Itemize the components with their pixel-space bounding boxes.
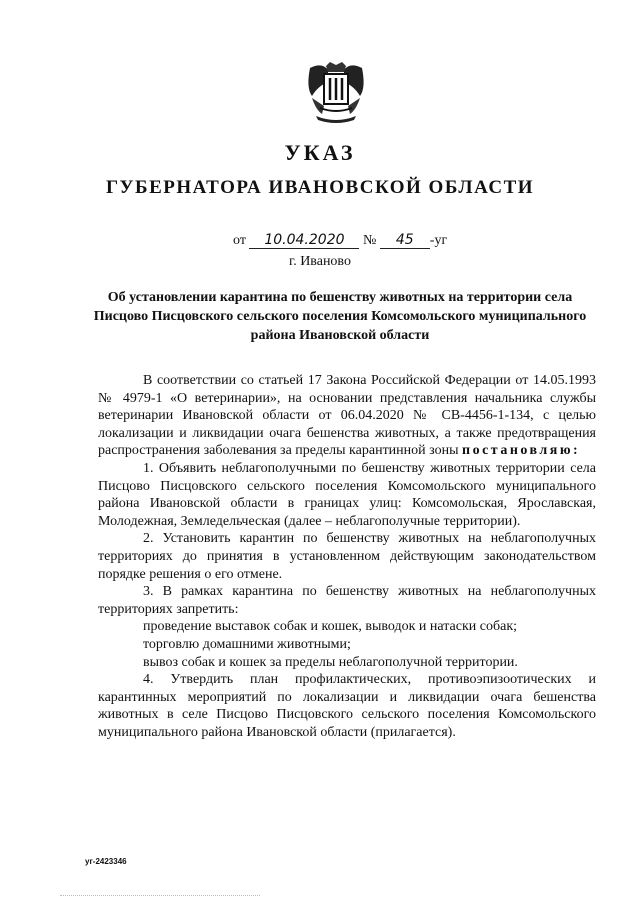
item-3-c: вывоз собак и кошек за пределы неблагополучной территории. xyxy=(143,654,518,670)
item-3-a: проведение выставок собак и кошек, выводок и натаски собак; xyxy=(143,619,518,635)
item-2: 2. Установить карантин по бешенству животных на неблагополучных территориях до принятия в установленном действующим законодательством порядке решения о его отмене. xyxy=(98,531,596,582)
number-label: № xyxy=(362,233,377,248)
document-type-title: УКАЗ xyxy=(284,140,356,165)
decree-word: постановляю: xyxy=(462,443,581,459)
item-3: 3. В рамках карантина по бешенству животных на неблагополучных территориях запретить: xyxy=(98,584,596,617)
intro-text: В соответствии со статьей 17 Закона Российской Федерации от 14.05.1993 № 4979-1 «О ветеринарии», на основании представления начальника службы ветеринарии Ивановской области от 06.04.2020 № СВ-4456-1-134, с целью локализации и ликвидации очага бешенства животных, а также предотвращения распространения заболевания за пределы карантинной зоны xyxy=(98,373,596,459)
item-1: 1. Объявить неблагополучными по бешенству животных территории села Писцово Писцовского сельского поселения Комсомольского муниципального района Ивановской области в границах улиц: Комсомольская, Ярославская, Молодежная, Земледельческая (далее – неблагополучные территории). xyxy=(98,460,596,529)
item-3-b: торговлю домашними животными; xyxy=(143,636,351,652)
issuer-title: ГУБЕРНАТОРА ИВАНОВСКОЙ ОБЛАСТИ xyxy=(105,177,535,198)
date-number-line xyxy=(233,232,447,249)
from-label: от xyxy=(233,233,246,248)
decree-number: 45 xyxy=(380,232,430,249)
decree-date: 10.04.2020 xyxy=(249,232,359,249)
coat-of-arms-icon xyxy=(302,60,370,126)
decree-subject: Об установлении карантина по бешенству животных на территории села Писцово Писцовского сельского поселения Комсомольского муниципального района Ивановской области xyxy=(93,290,587,343)
city-label: г. Иваново xyxy=(289,254,351,269)
decree-body xyxy=(98,372,596,741)
document-code: уг-2423346 xyxy=(85,857,127,866)
item-4: 4. Утвердить план профилактических, противоэпизоотических и карантинных мероприятий по локализации и ликвидации очага бешенства животных в селе Писцово Писцовского сельского поселения Комсомольского муниципального района Ивановской области (прилагается). xyxy=(98,672,596,740)
intro-paragraph xyxy=(98,372,596,460)
scan-artifact xyxy=(60,895,260,899)
number-suffix: -уг xyxy=(429,233,448,248)
